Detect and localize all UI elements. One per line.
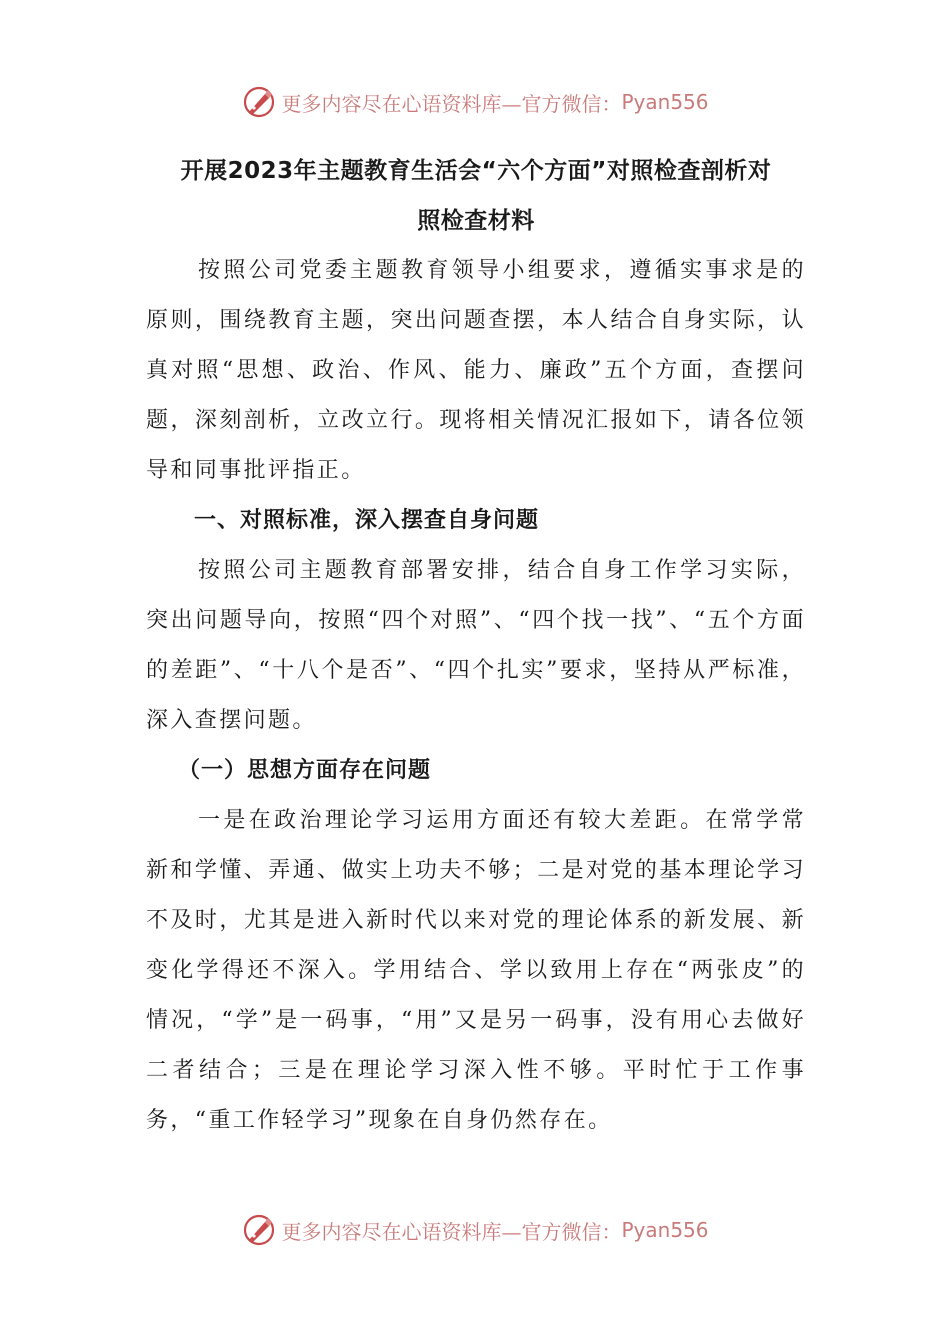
watermark-text: 更多内容尽在心语资料库—官方微信：: [281, 91, 622, 116]
document-title: [146, 146, 806, 246]
title-line-2: 照检查材料: [417, 208, 535, 234]
title-line-1: 开展2023年主题教育生活会“六个方面”对照检查剖析对: [180, 158, 772, 184]
footer-watermark-banner: [0, 1208, 950, 1252]
watermark-text: 更多内容尽在心语资料库—官方微信：: [281, 1219, 622, 1244]
watermark-brand: Pyan556: [621, 1218, 709, 1242]
subsection-1-heading: （一）思想方面存在问题: [178, 758, 432, 783]
subsection-1-paragraph: 一是在政治理论学习运用方面还有较大差距。在常学常新和学懂、弄通、做实上功夫不够；二是对党的基本理论学习不及时，尤其是进入新时代以来对党的理论体系的新发展、新变化学得还不深入。学用结合、学以致用上存在“两张皮”的情况，“学”是一码事，“用”又是另一码事，没有用心去做好二者结合；三是在理论学习深入性不够。平时忙于工作事务，“重工作轻学习”现象在自身仍然存在。: [146, 808, 806, 1133]
pen-nib-logo-icon: [241, 84, 277, 120]
section-1-heading: 一、对照标准，深入摆查自身问题: [194, 508, 540, 533]
watermark-brand: Pyan556: [621, 90, 709, 114]
header-watermark-banner: [0, 80, 950, 124]
section-1-paragraph: 按照公司主题教育部署安排，结合自身工作学习实际，突出问题导向，按照“四个对照”、“四个找一找”、“五个方面的差距”、“十八个是否”、“四个扎实”要求，坚持从严标准，深入查摆问题。: [146, 558, 806, 733]
pen-nib-logo-icon: [241, 1212, 277, 1248]
document-body: [146, 146, 806, 1146]
intro-paragraph: 按照公司党委主题教育领导小组要求，遵循实事求是的原则，围绕教育主题，突出问题查摆，本人结合自身实际，认真对照“思想、政治、作风、能力、廉政”五个方面，查摆问题，深刻剖析，立改立行。现将相关情况汇报如下，请各位领导和同事批评指正。: [146, 258, 806, 483]
